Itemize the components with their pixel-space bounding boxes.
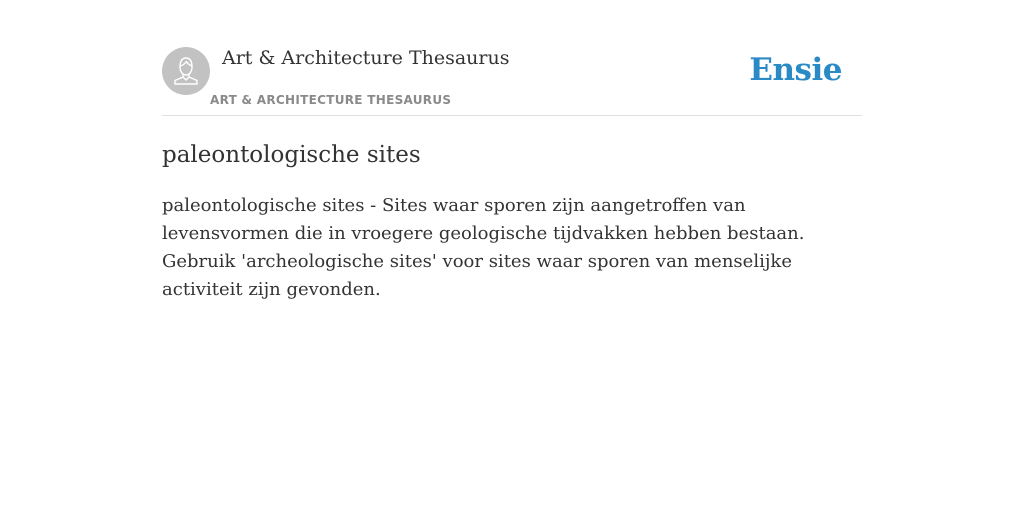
avatar[interactable] <box>162 47 210 95</box>
ensie-logo[interactable]: Ensie <box>749 52 842 88</box>
user-icon <box>162 47 210 95</box>
author-subtitle[interactable]: ART & ARCHITECTURE THESAURUS <box>210 93 452 107</box>
entry-header <box>162 0 862 116</box>
entry-definition: paleontologische sites - Sites waar sporen zijn aangetroffen van levensvormen die in vroegere geologische tijdvakken hebben bestaan. Gebruik 'archeologische sites' voor sites waar sporen van menselijke activiteit zijn gevonden. <box>162 195 805 300</box>
entry-title: paleontologische sites <box>162 142 421 168</box>
author-name[interactable]: Art & Architecture Thesaurus <box>222 47 510 69</box>
